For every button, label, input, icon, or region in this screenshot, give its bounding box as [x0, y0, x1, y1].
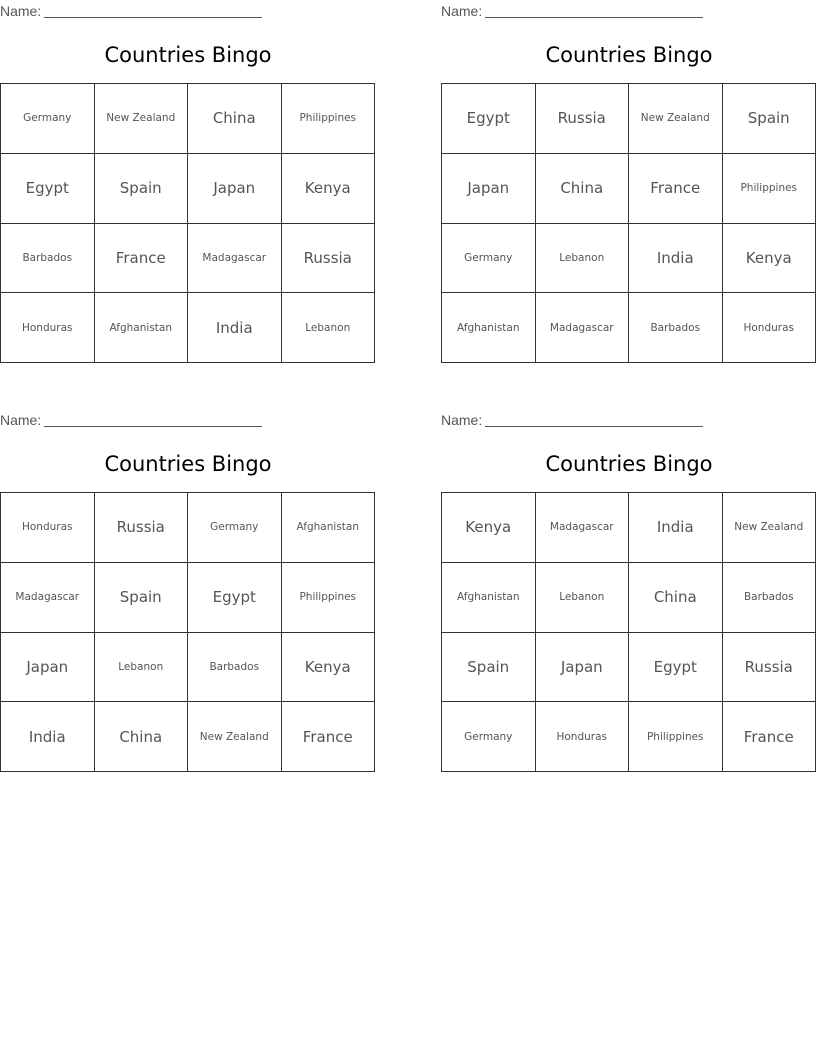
bingo-cell: Philippines: [723, 154, 816, 224]
bingo-cell: Germany: [442, 702, 536, 772]
bingo-cell: Madagascar: [188, 224, 282, 294]
bingo-cell: Honduras: [536, 702, 630, 772]
bingo-cell: Egypt: [442, 84, 536, 154]
bingo-cell: France: [629, 154, 723, 224]
bingo-cell: France: [95, 224, 189, 294]
bingo-cell: New Zealand: [188, 702, 282, 772]
bingo-cell: Afghanistan: [282, 493, 376, 563]
bingo-cell: Barbados: [723, 563, 816, 633]
bingo-grid: [441, 492, 816, 772]
name-field[interactable]: [441, 411, 703, 429]
bingo-cell: China: [629, 563, 723, 633]
bingo-cell: India: [629, 224, 723, 294]
bingo-cell: Russia: [95, 493, 189, 563]
name-underline[interactable]: [44, 412, 262, 427]
bingo-grid: [0, 83, 375, 363]
bingo-cell: France: [282, 702, 376, 772]
name-field[interactable]: [0, 2, 262, 20]
bingo-cell: China: [95, 702, 189, 772]
name-label: Name:: [0, 3, 42, 19]
bingo-cell: Russia: [723, 633, 816, 703]
bingo-cell: Lebanon: [536, 224, 630, 294]
bingo-cell: New Zealand: [723, 493, 816, 563]
bingo-cell: Germany: [1, 84, 95, 154]
card-title: Countries Bingo: [104, 452, 272, 476]
name-field[interactable]: [441, 2, 703, 20]
name-label: Name:: [441, 412, 483, 428]
bingo-cell: Germany: [188, 493, 282, 563]
bingo-cell: Madagascar: [1, 563, 95, 633]
bingo-grid: [0, 492, 375, 772]
bingo-cell: Spain: [95, 154, 189, 224]
bingo-cell: Lebanon: [95, 633, 189, 703]
bingo-cell: China: [188, 84, 282, 154]
bingo-cell: India: [188, 293, 282, 363]
bingo-cell: Afghanistan: [95, 293, 189, 363]
bingo-cell: China: [536, 154, 630, 224]
name-underline[interactable]: [485, 3, 703, 18]
name-field[interactable]: [0, 411, 262, 429]
bingo-cell: Kenya: [282, 633, 376, 703]
bingo-cell: Honduras: [1, 293, 95, 363]
bingo-cell: Kenya: [442, 493, 536, 563]
bingo-cell: Kenya: [723, 224, 816, 294]
bingo-cell: Lebanon: [282, 293, 376, 363]
bingo-cell: Japan: [188, 154, 282, 224]
bingo-cell: Egypt: [1, 154, 95, 224]
bingo-cell: New Zealand: [629, 84, 723, 154]
bingo-cell: Russia: [536, 84, 630, 154]
bingo-cell: Philippines: [282, 84, 376, 154]
bingo-cell: Russia: [282, 224, 376, 294]
bingo-cell: Japan: [1, 633, 95, 703]
bingo-cell: Japan: [536, 633, 630, 703]
bingo-cell: Egypt: [188, 563, 282, 633]
bingo-cell: Barbados: [188, 633, 282, 703]
card-title: Countries Bingo: [545, 452, 713, 476]
bingo-cell: Afghanistan: [442, 563, 536, 633]
bingo-cell: New Zealand: [95, 84, 189, 154]
bingo-cell: India: [629, 493, 723, 563]
name-label: Name:: [0, 412, 42, 428]
bingo-cell: Madagascar: [536, 293, 630, 363]
name-label: Name:: [441, 3, 483, 19]
bingo-cell: Philippines: [629, 702, 723, 772]
name-underline[interactable]: [485, 412, 703, 427]
bingo-cell: France: [723, 702, 816, 772]
bingo-cell: Spain: [442, 633, 536, 703]
bingo-cell: Germany: [442, 224, 536, 294]
bingo-cell: Egypt: [629, 633, 723, 703]
bingo-cell: Japan: [442, 154, 536, 224]
bingo-cell: Afghanistan: [442, 293, 536, 363]
card-title: Countries Bingo: [104, 43, 272, 67]
bingo-cell: Spain: [723, 84, 816, 154]
name-underline[interactable]: [44, 3, 262, 18]
bingo-cell: Kenya: [282, 154, 376, 224]
bingo-cell: Barbados: [1, 224, 95, 294]
bingo-cell: Madagascar: [536, 493, 630, 563]
card-title: Countries Bingo: [545, 43, 713, 67]
bingo-cell: India: [1, 702, 95, 772]
bingo-cell: Spain: [95, 563, 189, 633]
bingo-cell: Philippines: [282, 563, 376, 633]
bingo-cell: Barbados: [629, 293, 723, 363]
bingo-cell: Honduras: [1, 493, 95, 563]
bingo-cell: Lebanon: [536, 563, 630, 633]
bingo-grid: [441, 83, 816, 363]
bingo-cell: Honduras: [723, 293, 816, 363]
